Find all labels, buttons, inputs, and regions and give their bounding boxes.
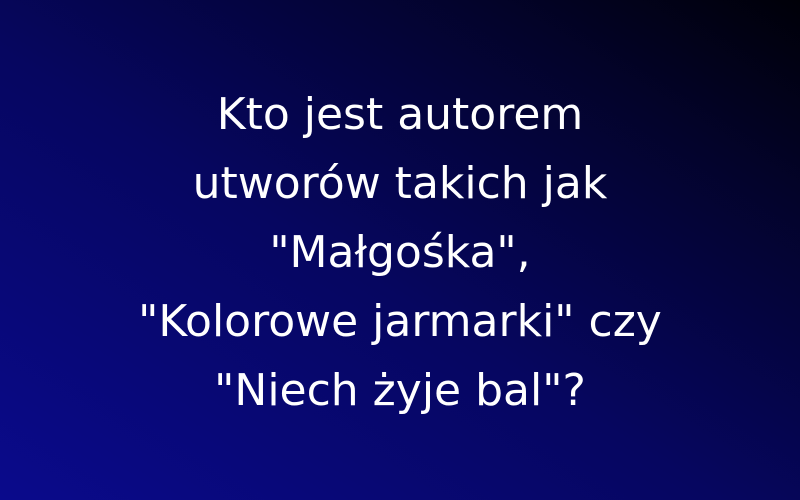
question-line-1: Kto jest autorem — [216, 88, 584, 140]
question-line-4: "Kolorowe jarmarki" czy — [138, 295, 662, 347]
question-line-3: "Małgośka", — [269, 226, 531, 278]
question-text — [138, 80, 662, 425]
question-line-5: "Niech żyje bal"? — [214, 364, 586, 416]
question-line-2: utworów takich jak — [192, 157, 608, 209]
